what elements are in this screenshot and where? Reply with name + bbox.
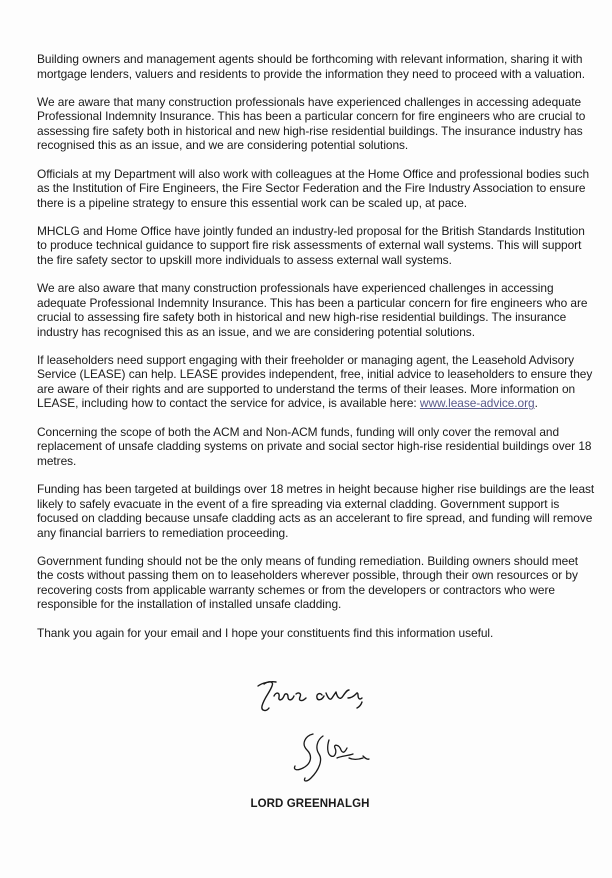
lease-after-link: .: [534, 396, 538, 411]
paragraph-fund-scope: Concerning the scope of both the ACM and Non-ACM funds, funding will only cover the removal and replacement of unsafe cladding systems on private and social sector high-rise residential buildings over 18 metres.: [37, 424, 592, 468]
signatory-name: LORD GREENHALGH: [250, 798, 370, 810]
handwritten-closing: [250, 668, 400, 718]
paragraph-valuation: Building owners and management agents should be forthcoming with relevant information, sharing it with mortgage lenders, valuers and residents to provide the information they need to proceed with a valuation.: [37, 52, 585, 81]
paragraph-indemnity-insurance-repeat: We are also aware that many construction professionals have experienced challenges in accessing adequate Professional Indemnity Insurance. This has been a particular concern for fire engineers who are crucial to assessing fire safety both in historical and new high-rise residential buildings. The insurance industry has recognised this as an issue, and we are considering potential solutions.: [37, 281, 588, 339]
paragraph-indemnity-insurance: We are aware that many construction professionals have experienced challenges in accessing adequate Professional Indemnity Insurance. This has been a particular concern for fire engineers who are crucial to assessing fire safety both in historical and new high-rise residential buildings. The insurance industry has recognised this as an issue, and we are considering potential solutions.: [37, 94, 586, 153]
signature: [283, 728, 378, 786]
lease-text: If leaseholders need support engaging with their freeholder or managing agent, the Leasehold Advisory Service (LEASE) can help. LEASE provides independent, free, initial advice to leaseholders to ensure they are aware of their rights and are supported to understand the terms of their leases. More information on LEASE, including how to contact the service for advice, is available here:: [37, 352, 593, 411]
letter-body: [37, 52, 597, 654]
paragraph-lease: [37, 353, 597, 411]
paragraph-bsi-guidance: MHCLG and Home Office have jointly funded an industry-led proposal for the British Standards Institution to produce technical guidance to support fire risk assessments of external wall systems. This will support the fire safety sector to upskill more individuals to assess external wall systems.: [37, 223, 585, 267]
paragraph-government-funding: Government funding should not be the only means of funding remediation. Building owners should meet the costs without passing them on to leaseholders wherever possible, through their own resources or by recovering costs from applicable warranty schemes or from the developers or contractors who were responsible for the installation of installed unsafe cladding.: [37, 553, 579, 612]
lease-link[interactable]: www.lease-advice.org: [419, 396, 535, 411]
paragraph-funding-targeted: Funding has been targeted at buildings over 18 metres in height because higher rise buildings are the least likely to safely evacuate in the event of a fire spreading via external cladding. Government support is focused on cladding because unsafe cladding acts as an accelerant to fire spread, and funding will remove any financial barriers to remediation proceeding.: [37, 482, 595, 540]
paragraph-officials: Officials at my Department will also work with colleagues at the Home Office and professional bodies such as the Institution of Fire Engineers, the Fire Sector Federation and the Fire Industry Association to ensure there is a pipeline strategy to ensure this essential work can be scaled up, at pace.: [37, 166, 590, 210]
paragraph-thank-you: Thank you again for your email and I hope your constituents find this information useful.: [37, 625, 494, 640]
